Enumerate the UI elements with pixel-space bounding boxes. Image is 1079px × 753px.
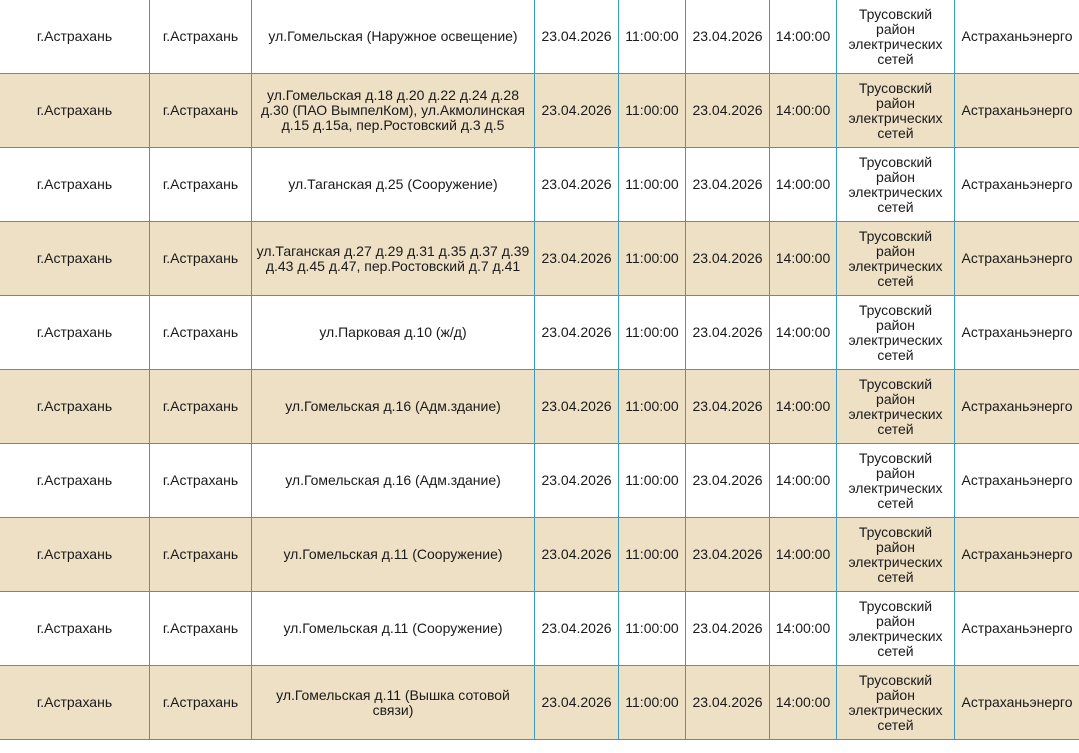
cell-locality: г.Астрахань bbox=[0, 444, 150, 518]
table-row bbox=[0, 518, 1079, 592]
cell-end-time: 14:00:00 bbox=[770, 444, 837, 518]
cell-company: Астраханьэнерго bbox=[955, 0, 1079, 74]
cell-company: Астраханьэнерго bbox=[955, 296, 1079, 370]
cell-settlement: г.Астрахань bbox=[150, 296, 252, 370]
cell-district: Трусовский район электрических сетей bbox=[837, 518, 955, 592]
cell-company: Астраханьэнерго bbox=[955, 592, 1079, 666]
table-row bbox=[0, 74, 1079, 148]
table-row bbox=[0, 592, 1079, 666]
cell-settlement: г.Астрахань bbox=[150, 444, 252, 518]
cell-end-time: 14:00:00 bbox=[770, 370, 837, 444]
cell-locality: г.Астрахань bbox=[0, 148, 150, 222]
cell-settlement: г.Астрахань bbox=[150, 370, 252, 444]
cell-start-time: 11:00:00 bbox=[619, 592, 686, 666]
cell-settlement: г.Астрахань bbox=[150, 148, 252, 222]
table-row bbox=[0, 0, 1079, 74]
cell-company: Астраханьэнерго bbox=[955, 444, 1079, 518]
cell-end-date: 23.04.2026 bbox=[686, 296, 770, 370]
cell-locality: г.Астрахань bbox=[0, 666, 150, 740]
cell-locality: г.Астрахань bbox=[0, 0, 150, 74]
cell-address: ул.Парковая д.10 (ж/д) bbox=[252, 296, 535, 370]
table-row bbox=[0, 666, 1079, 740]
cell-start-time: 11:00:00 bbox=[619, 370, 686, 444]
cell-company: Астраханьэнерго bbox=[955, 666, 1079, 740]
cell-end-date: 23.04.2026 bbox=[686, 74, 770, 148]
cell-end-time: 14:00:00 bbox=[770, 518, 837, 592]
table-row bbox=[0, 444, 1079, 518]
table-row bbox=[0, 296, 1079, 370]
cell-settlement: г.Астрахань bbox=[150, 74, 252, 148]
cell-start-date: 23.04.2026 bbox=[535, 148, 619, 222]
cell-district: Трусовский район электрических сетей bbox=[837, 222, 955, 296]
cell-start-time: 11:00:00 bbox=[619, 444, 686, 518]
cell-start-date: 23.04.2026 bbox=[535, 222, 619, 296]
cell-address: ул.Гомельская д.16 (Адм.здание) bbox=[252, 444, 535, 518]
cell-start-date: 23.04.2026 bbox=[535, 0, 619, 74]
cell-start-time: 11:00:00 bbox=[619, 0, 686, 74]
cell-end-time: 14:00:00 bbox=[770, 74, 837, 148]
cell-start-date: 23.04.2026 bbox=[535, 370, 619, 444]
cell-end-date: 23.04.2026 bbox=[686, 592, 770, 666]
cell-start-date: 23.04.2026 bbox=[535, 296, 619, 370]
cell-end-date: 23.04.2026 bbox=[686, 444, 770, 518]
table-row bbox=[0, 148, 1079, 222]
cell-district: Трусовский район электрических сетей bbox=[837, 666, 955, 740]
cell-address: ул.Гомельская д.18 д.20 д.22 д.24 д.28 д.30 (ПАО ВымпелКом), ул.Акмолинская д.15 д.15а, пер.Ростовский д.3 д.5 bbox=[252, 74, 535, 148]
cell-settlement: г.Астрахань bbox=[150, 0, 252, 74]
cell-district: Трусовский район электрических сетей bbox=[837, 592, 955, 666]
cell-address: ул.Гомельская д.11 (Сооружение) bbox=[252, 592, 535, 666]
cell-address: ул.Гомельская д.16 (Адм.здание) bbox=[252, 370, 535, 444]
cell-district: Трусовский район электрических сетей bbox=[837, 0, 955, 74]
cell-address: ул.Гомельская (Наружное освещение) bbox=[252, 0, 535, 74]
cell-address: ул.Гомельская д.11 (Сооружение) bbox=[252, 518, 535, 592]
cell-address: ул.Таганская д.25 (Сооружение) bbox=[252, 148, 535, 222]
cell-company: Астраханьэнерго bbox=[955, 222, 1079, 296]
cell-end-date: 23.04.2026 bbox=[686, 0, 770, 74]
cell-district: Трусовский район электрических сетей bbox=[837, 296, 955, 370]
cell-end-time: 14:00:00 bbox=[770, 296, 837, 370]
cell-end-date: 23.04.2026 bbox=[686, 222, 770, 296]
cell-start-time: 11:00:00 bbox=[619, 518, 686, 592]
cell-district: Трусовский район электрических сетей bbox=[837, 74, 955, 148]
cell-end-date: 23.04.2026 bbox=[686, 148, 770, 222]
cell-end-time: 14:00:00 bbox=[770, 148, 837, 222]
cell-settlement: г.Астрахань bbox=[150, 666, 252, 740]
cell-locality: г.Астрахань bbox=[0, 74, 150, 148]
cell-end-time: 14:00:00 bbox=[770, 222, 837, 296]
cell-end-date: 23.04.2026 bbox=[686, 370, 770, 444]
cell-locality: г.Астрахань bbox=[0, 592, 150, 666]
cell-end-date: 23.04.2026 bbox=[686, 518, 770, 592]
cell-start-date: 23.04.2026 bbox=[535, 444, 619, 518]
cell-company: Астраханьэнерго bbox=[955, 370, 1079, 444]
cell-company: Астраханьэнерго bbox=[955, 74, 1079, 148]
table-row bbox=[0, 222, 1079, 296]
cell-locality: г.Астрахань bbox=[0, 296, 150, 370]
cell-start-time: 11:00:00 bbox=[619, 148, 686, 222]
cell-end-time: 14:00:00 bbox=[770, 666, 837, 740]
cell-settlement: г.Астрахань bbox=[150, 222, 252, 296]
cell-end-time: 14:00:00 bbox=[770, 0, 837, 74]
cell-start-time: 11:00:00 bbox=[619, 74, 686, 148]
cell-start-time: 11:00:00 bbox=[619, 296, 686, 370]
cell-company: Астраханьэнерго bbox=[955, 518, 1079, 592]
cell-settlement: г.Астрахань bbox=[150, 592, 252, 666]
cell-locality: г.Астрахань bbox=[0, 370, 150, 444]
cell-district: Трусовский район электрических сетей bbox=[837, 444, 955, 518]
cell-settlement: г.Астрахань bbox=[150, 518, 252, 592]
cell-address: ул.Гомельская д.11 (Вышка сотовой связи) bbox=[252, 666, 535, 740]
cell-company: Астраханьэнерго bbox=[955, 148, 1079, 222]
cell-start-time: 11:00:00 bbox=[619, 222, 686, 296]
cell-start-date: 23.04.2026 bbox=[535, 74, 619, 148]
cell-locality: г.Астрахань bbox=[0, 222, 150, 296]
cell-end-date: 23.04.2026 bbox=[686, 666, 770, 740]
cell-address: ул.Таганская д.27 д.29 д.31 д.35 д.37 д.39 д.43 д.45 д.47, пер.Ростовский д.7 д.41 bbox=[252, 222, 535, 296]
cell-start-date: 23.04.2026 bbox=[535, 518, 619, 592]
table-row bbox=[0, 370, 1079, 444]
cell-district: Трусовский район электрических сетей bbox=[837, 148, 955, 222]
cell-start-date: 23.04.2026 bbox=[535, 666, 619, 740]
cell-end-time: 14:00:00 bbox=[770, 592, 837, 666]
cell-district: Трусовский район электрических сетей bbox=[837, 370, 955, 444]
cell-locality: г.Астрахань bbox=[0, 518, 150, 592]
cell-start-date: 23.04.2026 bbox=[535, 592, 619, 666]
cell-start-time: 11:00:00 bbox=[619, 666, 686, 740]
